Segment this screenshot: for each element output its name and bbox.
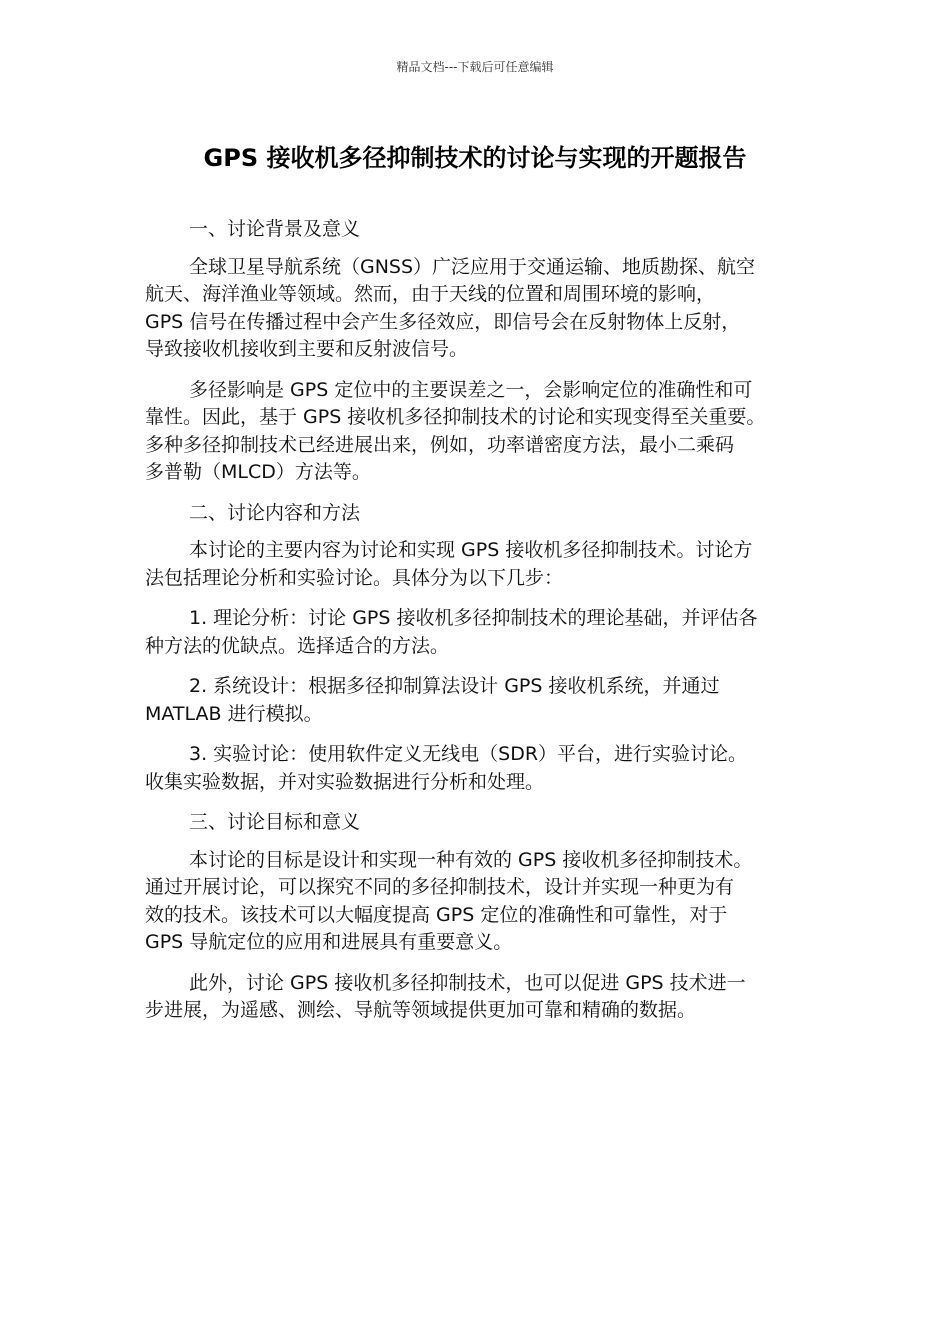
text-line: GPS 信号在传播过程中会产生多径效应，即信号会在反射物体上反射，: [145, 310, 741, 333]
text-line: 航天、海洋渔业等领域。然而，由于天线的位置和周围环境的影响，: [145, 283, 716, 305]
page-header: 精品文档---下载后可任意编辑: [396, 60, 554, 74]
text-line: 法包括理论分析和实验讨论。具体分为以下几步：: [145, 566, 564, 589]
text-line: 种方法的优缺点。选择适合的方法。: [145, 634, 450, 657]
text-line: 步进展，为遥感、测绘、导航等领域提供更加可靠和精确的数据。: [145, 999, 697, 1021]
text-line: 多径影响是 GPS 定位中的主要误差之一，会影响定位的准确性和可: [189, 378, 753, 401]
text-line: 3. 实验讨论：使用软件定义无线电（SDR）平台，进行实验讨论。: [189, 743, 748, 765]
section-heading-background: 一、讨论背景及意义: [189, 218, 361, 240]
document-body: [145, 216, 810, 1038]
text-line: 本讨论的目标是设计和实现一种有效的 GPS 接收机多径抑制技术。: [189, 848, 753, 871]
text-line: 靠性。因此，基于 GPS 接收机多径抑制技术的讨论和实现变得至关重要。: [145, 406, 766, 428]
document-title: GPS 接收机多径抑制技术的讨论与实现的开题报告: [203, 144, 747, 172]
paragraph-step-experiment: [145, 741, 810, 796]
text-line: 本讨论的主要内容为讨论和实现 GPS 接收机多径抑制技术。讨论方: [189, 539, 753, 561]
text-line: 收集实验数据，并对实验数据进行分析和处理。: [145, 770, 545, 793]
paragraph-step-theory: [145, 605, 810, 660]
text-line: MATLAB 进行模拟。: [145, 702, 323, 725]
text-line: 1. 理论分析：讨论 GPS 接收机多径抑制技术的理论基础，并评估各: [189, 607, 758, 629]
paragraph-additional-significance: [145, 970, 810, 1025]
text-line: 2. 系统设计：根据多径抑制算法设计 GPS 接收机系统，并通过: [189, 675, 720, 697]
text-line: 此外，讨论 GPS 接收机多径抑制技术，也可以促进 GPS 技术进一: [189, 971, 746, 994]
paragraph-gnss-overview: [145, 254, 810, 364]
text-line: 全球卫星导航系统（GNSS）广泛应用于交通运输、地质勘探、航空: [189, 255, 756, 278]
text-line: GPS 导航定位的应用和进展具有重要意义。: [145, 931, 513, 953]
text-line: 多种多径抑制技术已经进展出来，例如，功率谱密度方法，最小二乘码: [145, 433, 735, 456]
paragraph-research-goal: [145, 847, 810, 957]
text-line: 通过开展讨论，可以探究不同的多径抑制技术，设计并实现一种更为有: [145, 876, 735, 898]
paragraph-research-content: [145, 537, 810, 592]
text-line: 导致接收机接收到主要和反射波信号。: [145, 338, 469, 360]
text-line: 效的技术。该技术可以大幅度提高 GPS 定位的准确性和可靠性，对于: [145, 903, 728, 926]
text-line: 多普勒（MLCD）方法等。: [145, 461, 371, 483]
section-heading-content-methods: 二、讨论内容和方法: [189, 501, 361, 524]
section-heading-goals: 三、讨论目标和意义: [189, 811, 361, 833]
paragraph-step-system-design: [145, 673, 810, 728]
paragraph-multipath-error: [145, 377, 810, 487]
